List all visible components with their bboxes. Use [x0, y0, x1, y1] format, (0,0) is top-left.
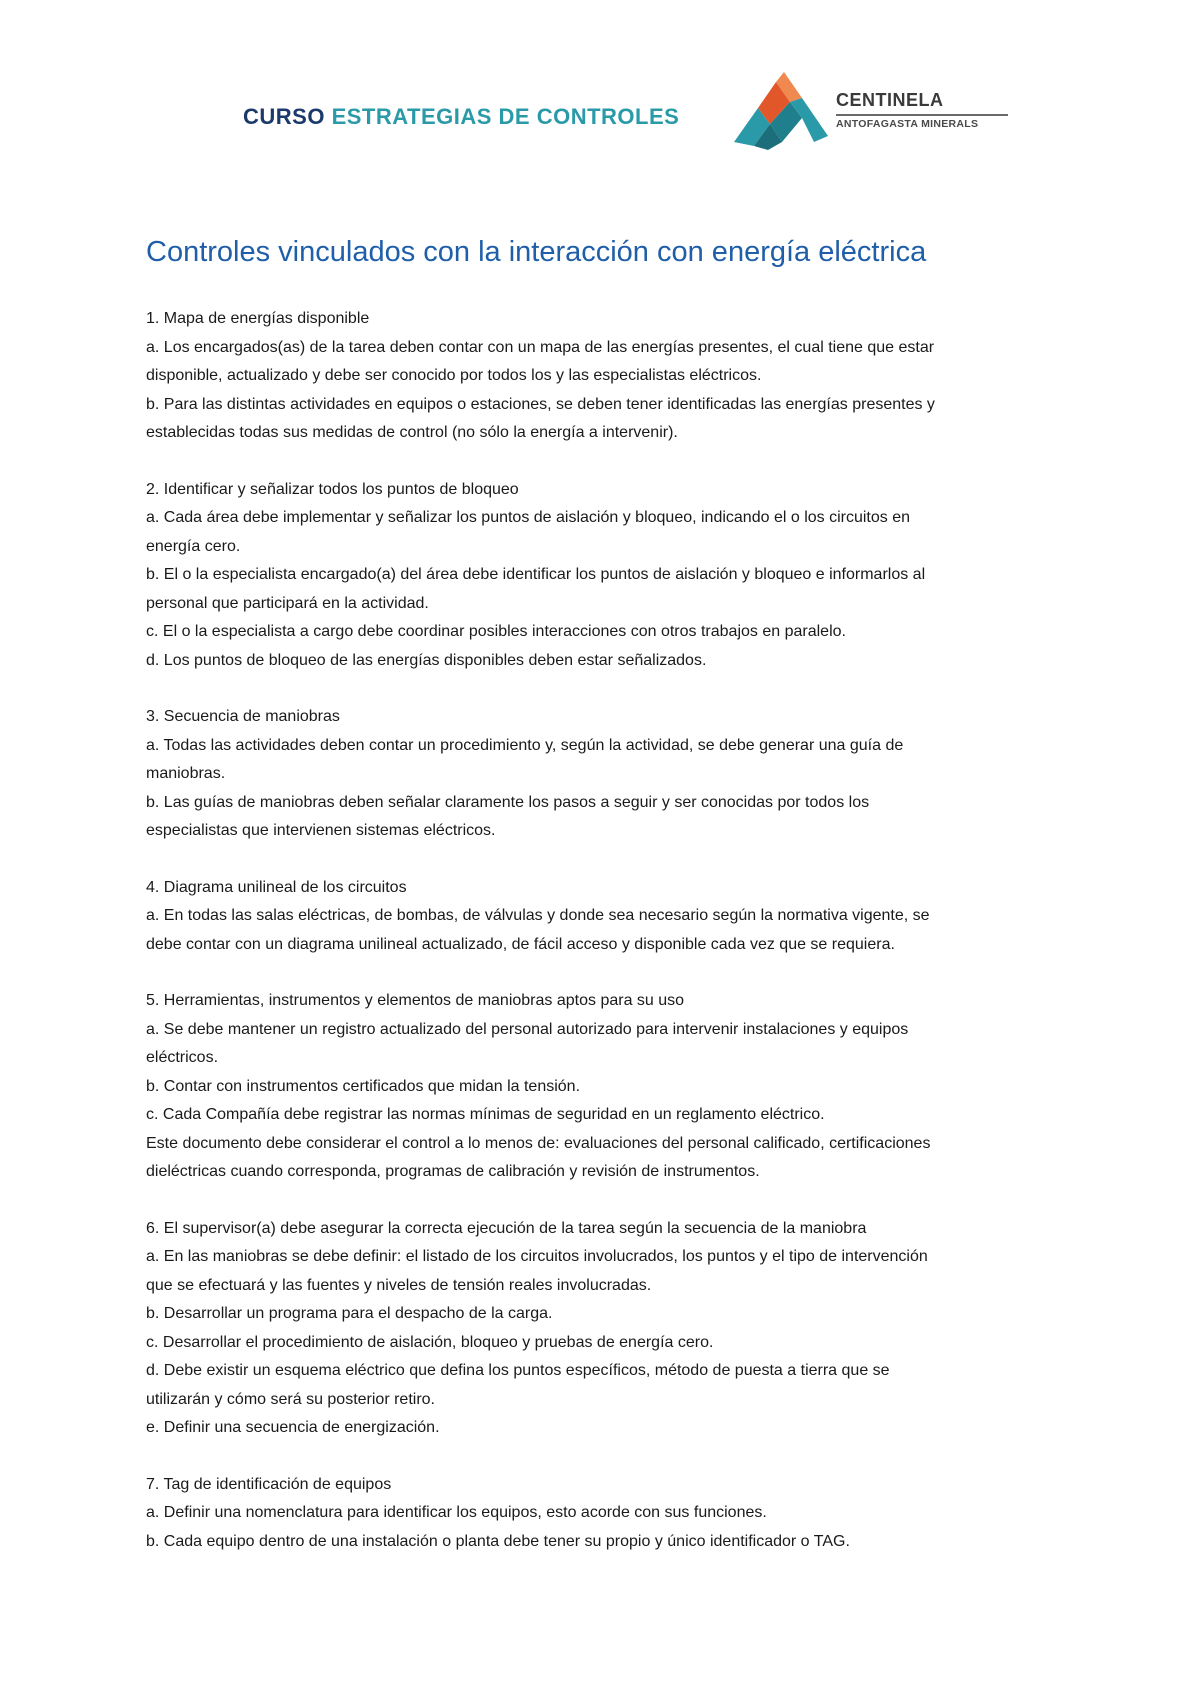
- section-line: dieléctricas cuando corresponda, programas de calibración y revisión de instrumentos.: [146, 1163, 760, 1180]
- section-line: utilizarán y cómo será su posterior retiro.: [146, 1390, 435, 1408]
- section-line: a. Cada área debe implementar y señalizar los puntos de aislación y bloqueo, indicando el o los circuitos en: [146, 509, 911, 526]
- section-line: c. Desarrollar el procedimiento de aislación, bloqueo y pruebas de energía cero.: [146, 1333, 714, 1351]
- section-line: energía cero.: [146, 537, 241, 555]
- section-line: b. Contar con instrumentos certificados que midan la tensión.: [146, 1077, 581, 1095]
- section-line: debe contar con un diagrama unilineal actualizado, de fácil acceso y disponible cada vez que se requiera.: [146, 935, 895, 953]
- section-heading: 7. Tag de identificación de equipos: [146, 1475, 392, 1493]
- section-line: Este documento debe considerar el control a lo menos de: evaluaciones del personal calificado, certificaciones: [146, 1134, 931, 1152]
- centinela-mountain-logo-icon: [732, 72, 832, 152]
- section-line: a. Definir una nomenclatura para identificar los equipos, esto acorde con sus funciones.: [146, 1504, 767, 1521]
- section-heading: 5. Herramientas, instrumentos y elementos de maniobras aptos para su uso: [146, 992, 685, 1009]
- section-line: b. Desarrollar un programa para el despacho de la carga.: [146, 1305, 553, 1322]
- centinela-logo: [732, 72, 1012, 152]
- course-title-word: CURSO: [243, 104, 325, 129]
- sections-list: [146, 305, 1066, 1556]
- section-line: especialistas que intervienen sistemas eléctricos.: [146, 822, 496, 839]
- logo-divider: [836, 114, 1008, 116]
- section-heading: 2. Identificar y señalizar todos los puntos de bloqueo: [146, 480, 519, 498]
- section-line: c. Cada Compañía debe registrar las normas mínimas de seguridad en un reglamento eléctrico.: [146, 1106, 825, 1123]
- section-3: [146, 703, 1066, 846]
- logo-name: CENTINELA: [836, 90, 944, 110]
- section-heading: 4. Diagrama unilineal de los circuitos: [146, 878, 407, 896]
- section-line: eléctricos.: [146, 1049, 219, 1066]
- section-6: [146, 1215, 1066, 1443]
- section-line: disponible, actualizado y debe ser conocido por todos los y las especialistas eléctricos.: [146, 367, 762, 384]
- section-line: que se efectuará y las fuentes y niveles de tensión reales involucradas.: [146, 1276, 652, 1294]
- section-line: c. El o la especialista a cargo debe coordinar posibles interacciones con otros trabajos en paralelo.: [146, 623, 846, 640]
- logo-subtitle: ANTOFAGASTA MINERALS: [836, 118, 979, 130]
- section-line: personal que participará en la actividad.: [146, 594, 429, 612]
- section-line: maniobras.: [146, 765, 226, 782]
- section-line: d. Los puntos de bloqueo de las energías disponibles deben estar señalizados.: [146, 651, 707, 669]
- section-1: [146, 305, 1066, 448]
- section-5: [146, 987, 1066, 1187]
- section-2: [146, 476, 1066, 676]
- section-line: a. En las maniobras se debe definir: el listado de los circuitos involucrados, los puntos y el tipo de intervención: [146, 1248, 928, 1265]
- section-heading: 3. Secuencia de maniobras: [146, 708, 340, 725]
- section-line: b. Las guías de maniobras deben señalar claramente los pasos a seguir y ser conocidas por todos los: [146, 793, 870, 811]
- section-line: a. En todas las salas eléctricas, de bombas, de válvulas y donde sea necesario según la normativa vigente, se: [146, 907, 930, 924]
- document-title: Controles vinculados con la interacción con energía eléctrica: [146, 236, 927, 268]
- course-title-rest: ESTRATEGIAS DE CONTROLES: [331, 104, 680, 129]
- page-header: [0, 0, 1200, 170]
- section-line: e. Definir una secuencia de energización.: [146, 1419, 440, 1436]
- section-line: b. Cada equipo dentro de una instalación o planta debe tener su propio y único identificador o TAG.: [146, 1532, 850, 1550]
- section-heading: 1. Mapa de energías disponible: [146, 310, 370, 327]
- section-7: [146, 1471, 1066, 1557]
- section-line: d. Debe existir un esquema eléctrico que defina los puntos específicos, método de puesta a tierra que se: [146, 1362, 890, 1379]
- document-body: [146, 232, 1066, 1584]
- section-line: a. Los encargados(as) de la tarea deben contar con un mapa de las energías presentes, el cual tiene que estar: [146, 338, 935, 356]
- section-line: b. Para las distintas actividades en equipos o estaciones, se deben tener identificadas las energías presentes y: [146, 395, 935, 413]
- section-line: a. Se debe mantener un registro actualizado del personal autorizado para intervenir instalaciones y equipos: [146, 1020, 909, 1038]
- section-4: [146, 874, 1066, 960]
- course-title: [243, 104, 679, 130]
- section-heading: 6. El supervisor(a) debe asegurar la correcta ejecución de la tarea según la secuencia de la maniobra: [146, 1219, 867, 1237]
- section-line: establecidas todas sus medidas de control (no sólo la energía a intervenir).: [146, 424, 678, 441]
- section-line: b. El o la especialista encargado(a) del área debe identificar los puntos de aislación y bloqueo e informarlos al: [146, 566, 926, 583]
- section-line: a. Todas las actividades deben contar un procedimiento y, según la actividad, se debe generar una guía de: [146, 736, 904, 754]
